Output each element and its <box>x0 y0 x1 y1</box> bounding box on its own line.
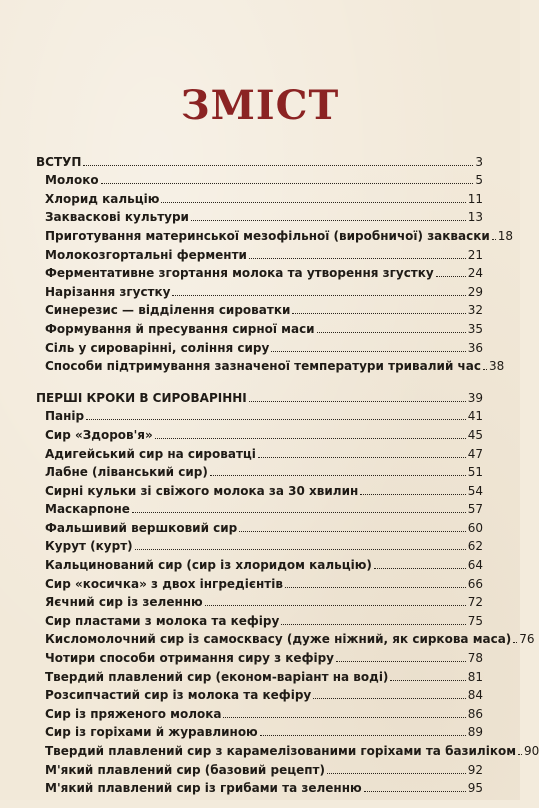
toc-entry[interactable] <box>36 553 483 572</box>
toc-entry[interactable] <box>36 721 483 740</box>
toc-page-number: 21 <box>467 247 483 262</box>
toc-entry-title: Молоко <box>45 173 99 188</box>
toc-page-number: 29 <box>467 284 483 299</box>
toc-entry[interactable] <box>36 702 483 721</box>
dot-leader <box>317 332 466 333</box>
dot-leader <box>86 419 466 420</box>
toc-page-number: 18 <box>497 228 514 243</box>
toc-entry-title: Лабне (ліванський сир) <box>45 465 208 480</box>
toc-entry[interactable] <box>36 317 483 336</box>
toc-entry[interactable] <box>36 572 483 591</box>
toc-entry[interactable] <box>36 535 483 554</box>
toc-entry-title: М'який плавлений сир (базовий рецепт) <box>45 762 325 777</box>
toc-entry-title: Розсипчастий сир із молока та кефіру <box>45 688 312 703</box>
toc-entry-title: ВСТУП <box>36 154 82 169</box>
toc-entry-title: Заквасковi культури <box>45 210 189 225</box>
toc-section-heading[interactable] <box>36 386 483 405</box>
toc-page-number: 45 <box>467 427 483 442</box>
dot-leader <box>285 587 466 588</box>
toc-entry[interactable] <box>36 355 505 374</box>
toc-entry[interactable] <box>36 461 483 480</box>
toc-entry-title: Кальцинований сир (сир із хлоридом кальцію) <box>45 558 372 573</box>
toc-page-number: 47 <box>467 446 483 461</box>
toc-entry[interactable] <box>36 628 535 647</box>
toc-entry-title: Сир із пряженого молока <box>45 706 222 721</box>
toc-entry[interactable] <box>36 646 483 665</box>
toc-entry[interactable] <box>36 498 483 517</box>
dot-leader <box>155 438 466 439</box>
toc-page-number: 35 <box>467 321 483 336</box>
toc-page-number: 54 <box>467 483 483 498</box>
dot-leader <box>239 531 465 532</box>
toc-entry-title: Сир «косичка» з двох інгредієнтів <box>45 576 283 591</box>
toc-page-number: 81 <box>467 669 483 684</box>
toc-page-number: 36 <box>467 340 483 355</box>
toc-page-number: 57 <box>467 502 483 517</box>
toc-page-number: 86 <box>467 706 483 721</box>
toc-entry[interactable] <box>36 405 483 424</box>
toc-entry-title: Сир пластами з молока та кефіру <box>45 613 280 628</box>
dot-leader <box>223 717 465 718</box>
dot-leader <box>161 202 465 203</box>
toc-entry-title: Фальшивий вершковий сир <box>45 520 238 535</box>
toc-entry[interactable] <box>36 591 483 610</box>
toc-entry[interactable] <box>36 224 514 243</box>
toc-entry-title: Сирні кульки зі свіжого молока за 30 хвилин <box>45 483 359 498</box>
toc-page-number: 64 <box>467 558 483 573</box>
toc-entry-title: Курут (курт) <box>45 539 133 554</box>
dot-leader <box>258 457 466 458</box>
toc-page-number: 41 <box>467 409 483 424</box>
toc-page-number: 60 <box>467 520 483 535</box>
toc-page-number: 66 <box>467 576 483 591</box>
dot-leader <box>513 642 517 643</box>
toc-entry-title: Адигейський сир на сироватці <box>45 446 256 461</box>
toc-entry-title: Сир із горіхами й журавлиною <box>45 725 258 740</box>
toc-entry[interactable] <box>36 336 483 355</box>
toc-page-number: 75 <box>467 613 483 628</box>
dot-leader <box>327 773 466 774</box>
toc-entry[interactable] <box>36 187 483 206</box>
toc-page-number: 89 <box>467 725 483 740</box>
toc-entry[interactable] <box>36 262 483 281</box>
dot-leader <box>205 605 466 606</box>
dot-leader <box>313 698 465 699</box>
dot-leader <box>249 258 466 259</box>
table-of-contents <box>36 150 539 808</box>
toc-entry-title: Панір <box>45 409 85 424</box>
toc-page-number: 92 <box>467 762 483 777</box>
dot-leader <box>249 401 466 402</box>
toc-entry[interactable] <box>36 777 483 796</box>
toc-page-number: 78 <box>467 651 483 666</box>
toc-entry-title: Ферментативне згортання молока та утворення згустку <box>45 266 434 281</box>
dot-leader <box>83 165 473 166</box>
toc-entry-title: Твердий плавлений сир з карамелізованими горіхами та базиліком <box>45 744 517 758</box>
dot-leader <box>364 791 466 792</box>
toc-entry-title: ПЕРШІ КРОКИ В СИРОВАРІННІ <box>36 390 247 405</box>
dot-leader <box>374 568 466 569</box>
toc-page-number: 90 <box>524 744 539 758</box>
dot-leader <box>436 276 466 277</box>
dot-leader <box>135 549 466 550</box>
toc-page-number: 51 <box>467 465 483 480</box>
toc-entry[interactable] <box>36 423 483 442</box>
dot-leader <box>271 351 465 352</box>
toc-page-number: 72 <box>467 595 483 610</box>
toc-entry[interactable] <box>36 479 483 498</box>
dot-leader <box>191 220 466 221</box>
toc-page-number: 24 <box>467 266 483 281</box>
dot-leader <box>260 735 466 736</box>
toc-entry[interactable] <box>36 206 483 225</box>
dot-leader <box>518 754 522 755</box>
toc-entry[interactable] <box>36 739 539 758</box>
toc-entry[interactable] <box>36 169 483 188</box>
dot-leader <box>210 475 466 476</box>
toc-entry[interactable] <box>36 442 483 461</box>
dot-leader <box>292 313 465 314</box>
toc-entry[interactable] <box>36 609 483 628</box>
toc-page-number: 5 <box>475 173 483 188</box>
page-title: ЗМІСТ <box>180 82 340 129</box>
toc-entry[interactable] <box>36 684 483 703</box>
toc-entry[interactable] <box>36 299 483 318</box>
toc-entry-title: Приготування материнської мезофільної (виробничої) закваски <box>45 228 490 243</box>
toc-entry-title: Синерезис — відділення сироватки <box>45 303 291 318</box>
toc-page-number: 13 <box>467 210 483 225</box>
toc-entry-title: Маскарпоне <box>45 502 130 517</box>
dot-leader <box>360 494 465 495</box>
toc-section <box>36 386 539 796</box>
toc-entry[interactable] <box>36 758 483 777</box>
toc-entry-title: Нарізання згустку <box>45 284 171 299</box>
toc-entry-title: Молокозгортальні ферменти <box>45 247 247 262</box>
dot-leader <box>101 183 474 184</box>
toc-page-number: 95 <box>467 781 483 796</box>
toc-section <box>36 150 514 374</box>
toc-page-number: 3 <box>475 154 483 169</box>
toc-entry-title: Сіль у сироварінні, соління сиру <box>45 340 270 355</box>
dot-leader <box>492 239 496 240</box>
dot-leader <box>483 369 487 370</box>
toc-entry-title: Чотири способи отримання сиру з кефіру <box>45 651 334 666</box>
toc-entry-title: Сир «Здоров'я» <box>45 427 153 442</box>
toc-page-number: 11 <box>467 191 483 206</box>
toc-entry-title: Хлорид кальцію <box>45 191 160 206</box>
toc-entry-title: Способи підтримування зазначеної температури тривалий час <box>45 359 481 374</box>
dot-leader <box>172 295 465 296</box>
dot-leader <box>132 512 466 513</box>
dot-leader <box>390 680 465 681</box>
toc-entry[interactable] <box>36 516 483 535</box>
dot-leader <box>281 624 465 625</box>
toc-entry-title: Формування й пресування сирної маси <box>45 321 315 336</box>
toc-page-number: 62 <box>467 539 483 554</box>
toc-section-heading[interactable] <box>36 150 483 169</box>
toc-entry-title: Яєчний сир із зеленню <box>45 595 203 610</box>
toc-page-number: 38 <box>488 359 505 374</box>
toc-entry[interactable] <box>36 665 483 684</box>
toc-page-number: 84 <box>467 688 483 703</box>
toc-entry[interactable] <box>36 243 483 262</box>
toc-entry[interactable] <box>36 280 483 299</box>
toc-entry-title: М'який плавлений сир із грибами та зеленню <box>45 781 362 796</box>
toc-page-number: 32 <box>467 303 483 318</box>
dot-leader <box>336 661 466 662</box>
toc-page-number: 39 <box>467 390 483 405</box>
toc-entry-title: Твердий плавлений сир (економ-варіант на воді) <box>45 669 389 684</box>
toc-page-number: 76 <box>519 632 535 647</box>
toc-entry-title: Кисломолочний сир із самосквасу (дуже ніжний, як сиркова маса) <box>45 632 512 647</box>
